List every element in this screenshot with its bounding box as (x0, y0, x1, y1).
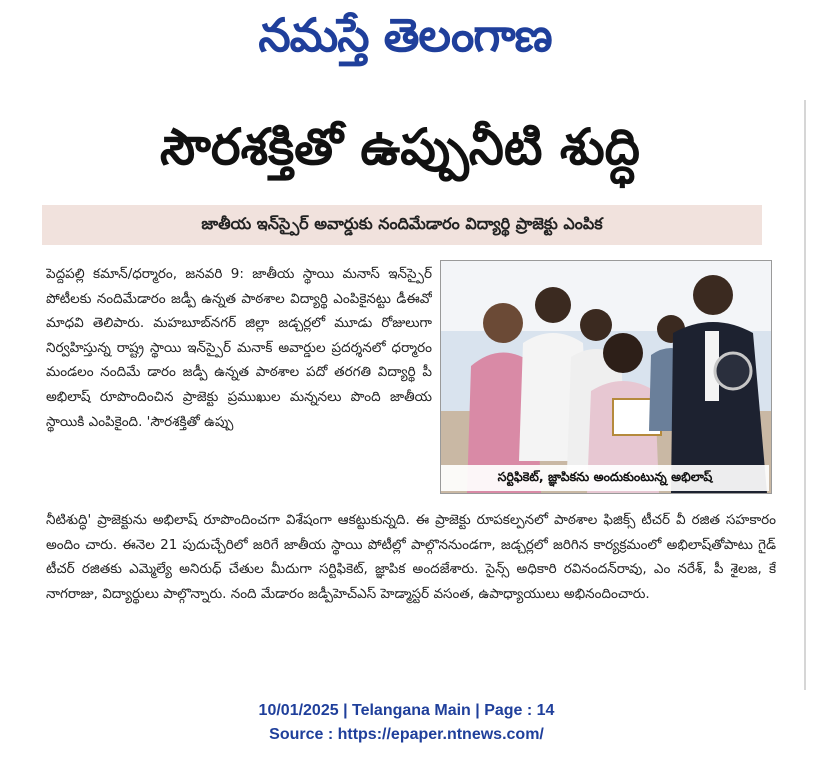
article-body-continued: నీటిశుద్ధి' ప్రాజెక్టును అభిలాష్ రూపొందించగా విశేషంగా ఆకట్టుకున్నది. ఈ ప్రాజెక్టు రూపకల్పనలో పాఠశాల ఫిజిక్స్ టీచర్ వీ రజిత సహకారం అందిం చారు. ఈనెల 21 పుదుచ్చేరిలో జరిగే జాతీయ స్థాయి పోటీల్లో పాల్గొననుండగా, జడ్చర్లలో జరిగిన కార్యక్రమంలో అభిలాష్‌తోపాటు గైడ్ టీచర్ రజితకు ఎమ్మెల్యే అనిరుధ్ చేతుల మీదుగా సర్టిఫికెట్, జ్ఞాపిక అందజేశారు. సైన్స్ అధికారి రవినందన్‌రావు, ఎం నరేశ్, పీ శైలజ, కే నాగరాజు, విద్యార్థులు పాల్గొన్నారు. నంది మేడారం జడ్పీహెచ్‌ఎస్ హెడ్మాస్టర్ వసంత, ఉపాధ్యాయులు అభినందించారు. (46, 512, 776, 602)
source-link[interactable]: Source : https://epaper.ntnews.com/ (269, 726, 544, 743)
article-subheadline: జాతీయ ఇన్‌స్పైర్ అవార్డుకు నందిమేడారం విద్యార్థి ప్రాజెక్టు ఎంపిక (42, 205, 762, 245)
article-headline: సౌరశక్తితో ఉప్పునీటి శుద్ధి (160, 117, 640, 176)
award-ceremony-photo (441, 261, 771, 493)
newspaper-masthead: నమస్తే తెలంగాణ (258, 8, 552, 62)
edition-info: 10/01/2025 | Telangana Main | Page : 14 (258, 702, 555, 719)
article-photo (440, 260, 772, 494)
article-body-column: పెద్దపల్లి కమాన్/ధర్మారం, జనవరి 9: జాతీయ స్థాయి మనాస్ ఇన్‌స్పైర్ పోటీలకు నందిమేడారం జడ్పీ ఉన్నత పాఠశాల విద్యార్థి ఎంపికైనట్టు డీఈవో మాధవి తెలిపారు. మహబూబ్‌నగర్ జిల్లా జడ్చర్లలో మూడు రోజులుగా నిర్వహిస్తున్న రాష్ట్ర స్థాయి ఇన్‌స్పైర్ మనాక్ అవార్డుల ప్రదర్శనలో ధర్మారం మండలం నందిమే డారం జడ్పీ ఉన్నత పాఠశాల పదో తరగతి విద్యార్థి పీ అభిలాష్ రూపొందించిన ప్రాజెక్టు ప్రముఖుల మన్ననలు పొంది జాతీయ స్థాయికి ఎంపికైంది. 'సౌరశక్తితో ఉప్పు (46, 266, 432, 430)
photo-caption: సర్టిఫికెట్, జ్ఞాపికను అందుకుంటున్న అభిలాష్ (441, 465, 769, 491)
column-divider (804, 100, 806, 690)
